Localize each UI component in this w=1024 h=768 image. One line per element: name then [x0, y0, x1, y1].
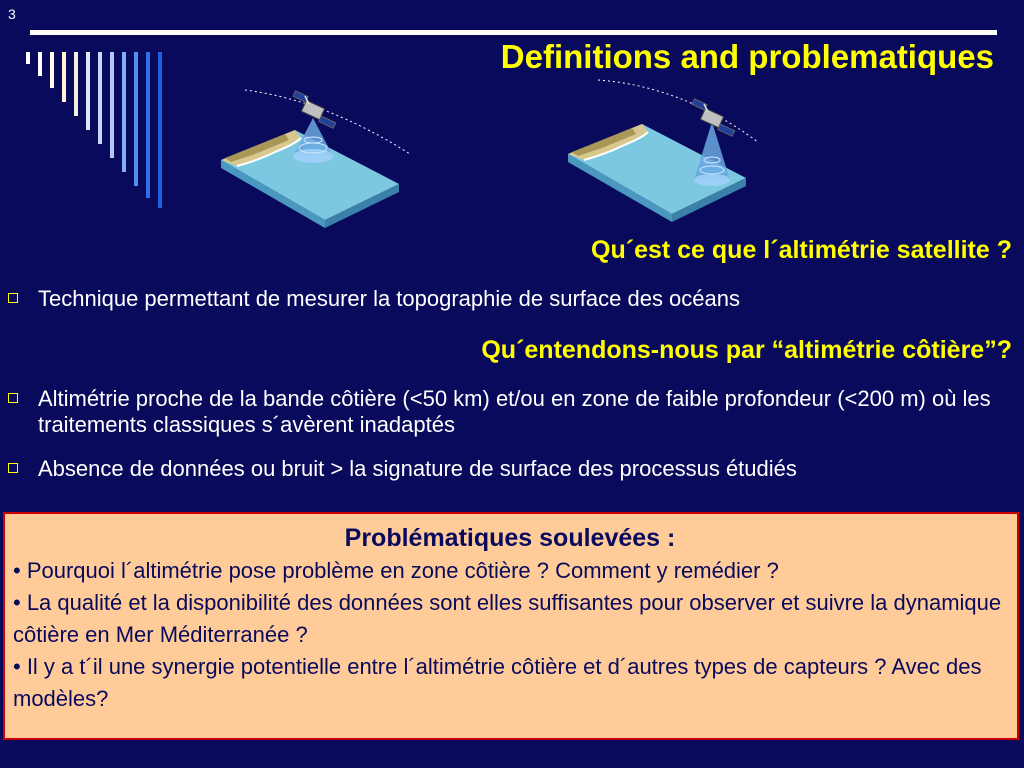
satellite-altimetry-illustration-2 — [562, 76, 762, 226]
problematics-title: Problématiques soulevées : — [344, 524, 676, 552]
bullet-text: Absence de données ou bruit > la signature de surface des processus étudiés — [38, 456, 797, 481]
satellite-altimetry-illustration-1 — [215, 82, 415, 232]
bullet-item — [8, 386, 1014, 438]
header-rule — [30, 30, 997, 35]
section-heading-what-is-altimetry: Qu´est ce que l´altimétrie satellite ? — [591, 236, 1012, 264]
decorative-bars — [26, 48, 176, 208]
square-bullet-icon — [8, 293, 18, 303]
bullet-text: Altimétrie proche de la bande côtière (<50 km) et/ou en zone de faible profondeur (<200 m) où les traitements classiques s´avèrent inadaptés — [38, 386, 991, 437]
bullet-text: Technique permettant de mesurer la topographie de surface des océans — [38, 286, 740, 311]
problematics-item: • La qualité et la disponibilité des données sont elles suffisantes pour observer et suivre la dynamique côtière en Mer Méditerranée ? — [13, 590, 1002, 647]
section-heading-coastal-altimetry: Qu´entendons-nous par “altimétrie côtière”? — [481, 336, 1012, 364]
square-bullet-icon — [8, 393, 18, 403]
problematics-box — [3, 512, 1019, 740]
slide-number: 3 — [8, 6, 16, 22]
bullet-item — [8, 456, 1014, 482]
slide-title: Definitions and problematiques — [500, 38, 994, 75]
problematics-item: • Pourquoi l´altimétrie pose problème en zone côtière ? Comment y remédier ? — [13, 558, 779, 583]
square-bullet-icon — [8, 463, 18, 473]
bullet-item — [8, 286, 1014, 312]
problematics-item: • Il y a t´il une synergie potentielle entre l´altimétrie côtière et d´autres types de capteurs ? Avec des modèles? — [13, 654, 982, 711]
